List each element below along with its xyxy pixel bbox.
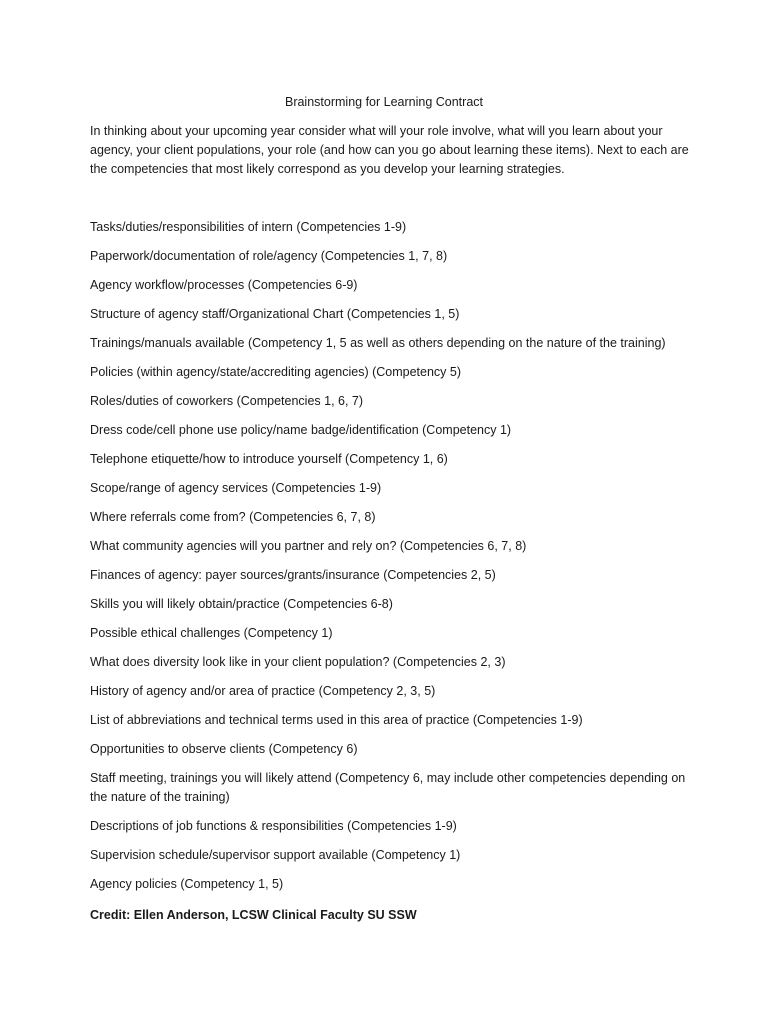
credit-line: Credit: Ellen Anderson, LCSW Clinical Faculty SU SSW xyxy=(90,908,417,922)
list-item: Policies (within agency/state/accrediting agencies) (Competency 5) xyxy=(90,365,462,379)
list-item: Skills you will likely obtain/practice (Competencies 6-8) xyxy=(90,597,393,611)
list-item: Tasks/duties/responsibilities of intern (Competencies 1-9) xyxy=(90,220,407,234)
list-item: Staff meeting, trainings you will likely attend (Competency 6, may include other competencies depending on the nature of the training) xyxy=(90,771,686,804)
list-item: Opportunities to observe clients (Competency 6) xyxy=(90,742,358,756)
intro-paragraph: In thinking about your upcoming year consider what will your role involve, what will you learn about your agency, your client populations, your role (and how can you go about learning these items). Next to each are the competencies that most likely correspond as you develop your learning strategies. xyxy=(90,124,689,176)
list-item: Paperwork/documentation of role/agency (Competencies 1, 7, 8) xyxy=(90,249,448,263)
list-item: Finances of agency: payer sources/grants/insurance (Competencies 2, 5) xyxy=(90,568,496,582)
list-item: Trainings/manuals available (Competency 1, 5 as well as others depending on the nature of the training) xyxy=(90,336,666,350)
list-item: List of abbreviations and technical terms used in this area of practice (Competencies 1-9) xyxy=(90,713,583,727)
list-item: Where referrals come from? (Competencies 6, 7, 8) xyxy=(90,510,376,524)
list-item: Dress code/cell phone use policy/name badge/identification (Competency 1) xyxy=(90,423,512,437)
list-item: History of agency and/or area of practice (Competency 2, 3, 5) xyxy=(90,684,436,698)
list-item: Telephone etiquette/how to introduce yourself (Competency 1, 6) xyxy=(90,452,448,466)
list-item: Scope/range of agency services (Competencies 1-9) xyxy=(90,481,382,495)
list-item: Agency workflow/processes (Competencies 6-9) xyxy=(90,278,358,292)
document-title: Brainstorming for Learning Contract xyxy=(284,95,483,109)
list-item: Possible ethical challenges (Competency 1) xyxy=(90,626,333,640)
list-item: Descriptions of job functions & responsibilities (Competencies 1-9) xyxy=(90,819,457,833)
topic-list xyxy=(90,218,690,904)
list-item: Supervision schedule/supervisor support available (Competency 1) xyxy=(90,848,461,862)
list-item: Agency policies (Competency 1, 5) xyxy=(90,877,284,891)
list-item: What does diversity look like in your client population? (Competencies 2, 3) xyxy=(90,655,506,669)
list-item: Roles/duties of coworkers (Competencies 1, 6, 7) xyxy=(90,394,364,408)
list-item: Structure of agency staff/Organizational Chart (Competencies 1, 5) xyxy=(90,307,460,321)
list-item: What community agencies will you partner and rely on? (Competencies 6, 7, 8) xyxy=(90,539,527,553)
